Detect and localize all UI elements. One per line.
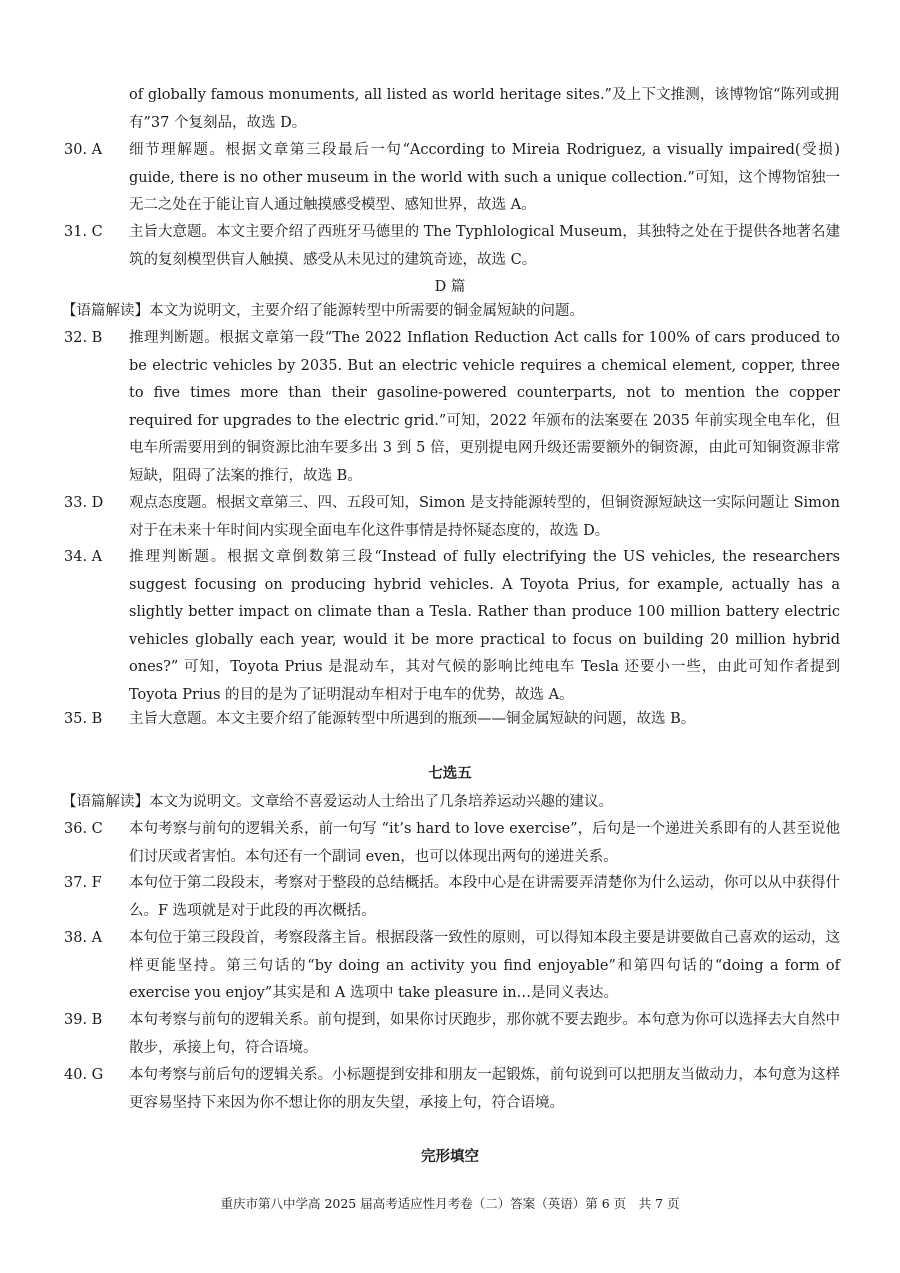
continuation-paragraph: of globally famous monuments, all listed as world heritage sites.”及上下文推测，该博物馆“陈列或拥有”37 个复刻品，故选 D。 [129, 87, 839, 131]
answer-item-38 [64, 925, 840, 1008]
answer-explanation: 本句考察与前句的逻辑关系，前一句写 “it’s hard to love exercise”，后句是一个递进关系即有的人甚至说他们讨厌或者害怕。本句还有一个副词 even，也可以体现出两句的递进关系。 [129, 821, 840, 865]
answer-explanation: 本句位于第二段段末，考察对于整段的总结概括。本段中心是在讲需要弄清楚你为什么运动，你可以从中获得什么。F 选项就是对于此段的再次概括。 [129, 875, 840, 919]
answer-number: 38. A [64, 930, 103, 946]
answer-number: 40. G [64, 1067, 104, 1083]
answer-explanation: 细节理解题。根据文章第三段最后一句“According to Mireia Rodriguez, a visually impaired(受损) guide, there is no other museum in the world with such a unique collection.”可知，这个博物馆独一无二之处在于能让盲人通过触摸感受模型、感知世界，故选 A。 [129, 142, 840, 213]
answer-explanation: 观点态度题。根据文章第三、四、五段可知，Simon 是支持能源转型的，但铜资源短缺这一实际问题让 Simon 对于在未来十年时间内实现全面电车化这件事情是持怀疑态度的，故选 D。 [129, 495, 840, 539]
section-d-title: D 篇 [434, 279, 466, 295]
answer-number: 31. C [64, 224, 103, 240]
answer-number: 37. F [64, 875, 102, 891]
answer-explanation: 本句考察与前句的逻辑关系。前句提到，如果你讨厌跑步，那你就不要去跑步。本句意为你可以选择去大自然中散步，承接上句，符合语境。 [129, 1012, 840, 1056]
answer-number: 36. C [64, 821, 103, 837]
answer-item-34 [64, 544, 840, 709]
answer-number: 30. A [64, 142, 103, 158]
answer-item-40 [64, 1062, 840, 1117]
answer-explanation: 主旨大意题。本文主要介绍了西班牙马德里的 The Typhlological Museum，其独特之处在于提供各地著名建筑的复刻模型供盲人触摸、感受从未见过的建筑奇迹，故选 C。 [129, 224, 840, 268]
answer-number: 34. A [64, 549, 103, 565]
answer-item-39 [64, 1007, 840, 1062]
section-7-intro: 【语篇解读】本文为说明文。文章给不喜爱运动人士给出了几条培养运动兴趣的建议。 [62, 794, 613, 810]
answer-item-32 [64, 325, 840, 490]
answer-item-31 [64, 219, 840, 274]
answer-number: 35. B [64, 711, 103, 727]
answer-number: 33. D [64, 495, 104, 511]
answer-item-30 [64, 137, 840, 220]
answer-number: 39. B [64, 1012, 103, 1028]
answer-explanation: 推理判断题。根据文章第一段“The 2022 Inflation Reduction Act calls for 100% of cars produced to be electric vehicles by 2035. But an electric vehicle requires a chemical element, copper, three to five times more than their gasoline-powered counterparts, not to mention the copper required for upgrades to the electric grid.”可知，2022 年颁布的法案要在 2035 年前实现全电车化，但电车所需要用到的铜资源比油车要多出 3 到 5 倍，更别提电网升级还需要额外的铜资源，由此可知铜资源非常短缺，阻碍了法案的推行，故选 B。 [129, 330, 840, 484]
answer-explanation: 主旨大意题。本文主要介绍了能源转型中所遇到的瓶颈——铜金属短缺的问题，故选 B。 [129, 711, 696, 727]
page-footer: 重庆市第八中学高 2025 届高考适应性月考卷（二）答案（英语）第 6 页 共 7 页 [220, 1196, 680, 1211]
answer-explanation: 本句位于第三段段首，考察段落主旨。根据段落一致性的原则，可以得知本段主要是讲要做自己喜欢的运动，这样更能坚持。第三句话的“by doing an activity you find enjoyable”和第四句话的“doing a form of exercise you enjoy”其实是和 A 选项中 take pleasure in…是同义表达。 [129, 930, 840, 1001]
answer-explanation: 推理判断题。根据文章倒数第三段“Instead of fully electrifying the US vehicles, the researchers suggest focusing on producing hybrid vehicles. A Toyota Prius, for example, actually has a slightly better impact on climate than a Tesla. Rather than produce 100 million battery electric vehicles globally each year, would it be more practical to focus on building 20 million hybrid ones?” 可知，Toyota Prius 是混动车，其对气候的影响比纯电车 Tesla 还要小一些，由此可知作者提到 Toyota Prius 的目的是为了证明混动车相对于电车的优势，故选 A。 [129, 549, 840, 703]
section-d-intro: 【语篇解读】本文为说明文，主要介绍了能源转型中所需要的铜金属短缺的问题。 [62, 303, 584, 319]
answer-explanation: 本句考察与前后句的逻辑关系。小标题提到安排和朋友一起锻炼，前句说到可以把朋友当做动力，本句意为这样更容易坚持下来因为你不想让你的朋友失望，承接上句，符合语境。 [129, 1067, 840, 1111]
answer-item-33 [64, 490, 840, 545]
answer-item-35 [64, 706, 840, 734]
section-7-title: 七选五 [428, 765, 472, 782]
answer-item-37 [64, 870, 840, 925]
answer-number: 32. B [64, 330, 103, 346]
answer-item-36 [64, 816, 840, 871]
section-cloze-title: 完形填空 [421, 1148, 479, 1165]
